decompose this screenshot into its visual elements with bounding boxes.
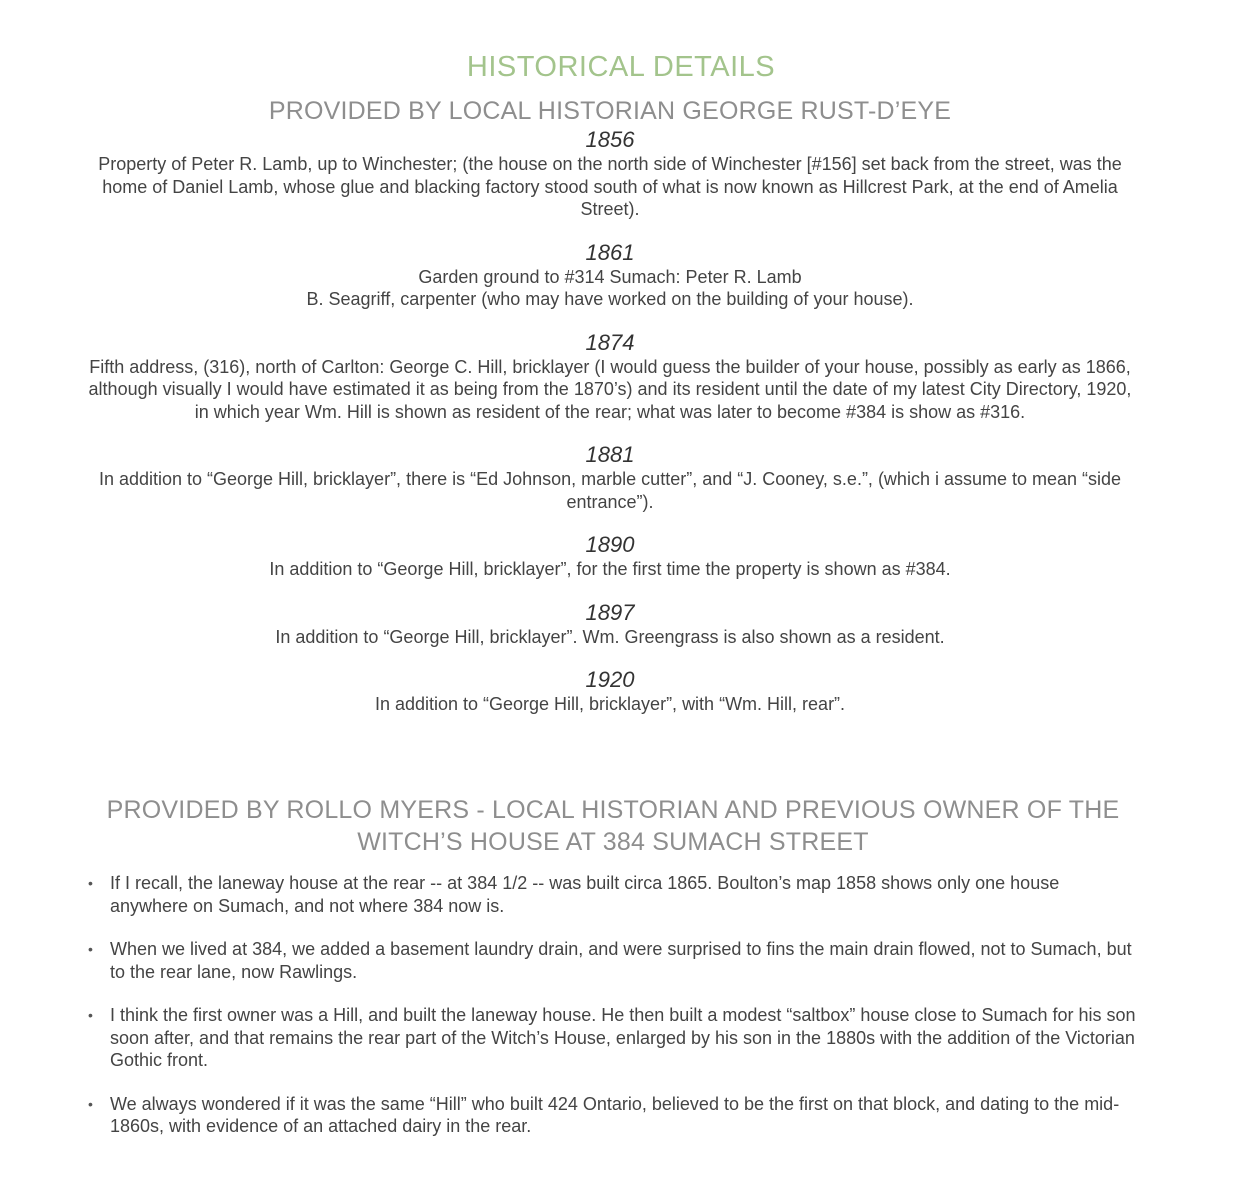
list-item-text: I think the first owner was a Hill, and built the laneway house. He then built a modest “saltbox” house close to Sumach for his son soon after, and that remains the rear part of the Witch’s House, enlarged by his son in the 1880s with the addition of the Victorian Gothic front. (110, 1005, 1136, 1070)
entry-text (80, 356, 1140, 424)
entry-line: Fifth address, (316), north of Carlton: George C. Hill, bricklayer (I would guess the builder of your house, possibly as early as 1866, although visually I would have estimated it as being from the 1870’s) and its resident until the date of my latest City Directory, 1920, in which year Wm. Hill is shown as resident of the rear; what was later to become #384 is show as #316. (88, 356, 1132, 422)
page-title: HISTORICAL DETAILS (466, 51, 776, 83)
entry-text (80, 626, 1140, 649)
heading-line: PROVIDED BY ROLLO MYERS - LOCAL HISTORIAN AND PREVIOUS OWNER OF THE (106, 796, 1120, 824)
entry-text (80, 693, 1140, 716)
list-item (88, 872, 1138, 917)
entry-line: In addition to “George Hill, bricklayer”, for the first time the property is shown as #384. (269, 559, 951, 579)
entry-year: 1897 (585, 599, 635, 625)
list-item (88, 938, 1138, 983)
entry-line: B. Seagriff, carpenter (who may have worked on the building of your house). (306, 289, 914, 309)
entry-year: 1861 (585, 239, 635, 265)
bullet-icon: • (88, 1095, 93, 1112)
entry-1920 (80, 667, 1140, 716)
entry-year: 1856 (585, 127, 635, 152)
entry-1861 (80, 240, 1140, 311)
heading-line: WITCH’S HOUSE AT 384 SUMACH STREET (357, 828, 869, 856)
list-item (88, 1093, 1138, 1138)
entry-line: In addition to “George Hill, bricklayer”. Wm. Greengrass is also shown as a resident. (275, 626, 945, 647)
bullet-icon: • (88, 941, 93, 957)
entry-text (80, 558, 1140, 581)
entry-1881 (80, 442, 1140, 513)
entry-1874 (80, 330, 1140, 424)
entry-line: In addition to “George Hill, bricklayer”, with “Wm. Hill, rear”. (374, 694, 846, 714)
entry-text (80, 468, 1140, 513)
list-item-text: We always wondered if it was the same “Hill” who built 424 Ontario, believed to be the first on that block, and dating to the mid-1860s, with evidence of an attached dairy in the rear. (110, 1093, 1120, 1136)
bullet-icon: • (88, 875, 93, 891)
entry-text (80, 266, 1140, 311)
entry-year: 1874 (585, 329, 635, 355)
entry-year: 1920 (585, 667, 635, 692)
entry-1897 (80, 600, 1140, 649)
rollo-myers-section (88, 794, 1138, 1159)
entry-line: Property of Peter R. Lamb, up to Winchester; (the house on the north side of Winchester [#156] set back from the street, was the home of Daniel Lamb, whose glue and blacking factory stood south of what is now known as Hillcrest Park, at the end of Amelia Street). (98, 154, 1122, 219)
entry-text (80, 153, 1140, 221)
entry-line: In addition to “George Hill, bricklayer”, there is “Ed Johnson, marble cutter”, and “J. Cooney, s.e.”, (which i assume to mean “side entrance”). (98, 469, 1122, 512)
entry-year: 1890 (585, 532, 635, 557)
entry-line: Garden ground to #314 Sumach: Peter R. Lamb (418, 266, 802, 287)
bullet-icon: • (88, 1007, 93, 1023)
entry-year: 1881 (585, 442, 635, 467)
entry-1856 (80, 127, 1140, 221)
list-item-text: If I recall, the laneway house at the rear -- at 384 1/2 -- was built circa 1865. Boulton’s map 1858 shows only one house anywhere on Sumach, and not where 384 now is. (110, 873, 1060, 916)
list-item (88, 1004, 1138, 1072)
rust-deye-section (80, 95, 1140, 735)
rollo-myers-heading (88, 794, 1138, 858)
recollections-list (88, 872, 1138, 1138)
rust-deye-heading: PROVIDED BY LOCAL HISTORIAN GEORGE RUST-D’EYE (268, 97, 952, 125)
list-item-text: When we lived at 384, we added a basement laundry drain, and were surprised to fins the main drain flowed, not to Sumach, but to the rear lane, now Rawlings. (110, 939, 1132, 982)
entry-1890 (80, 532, 1140, 581)
